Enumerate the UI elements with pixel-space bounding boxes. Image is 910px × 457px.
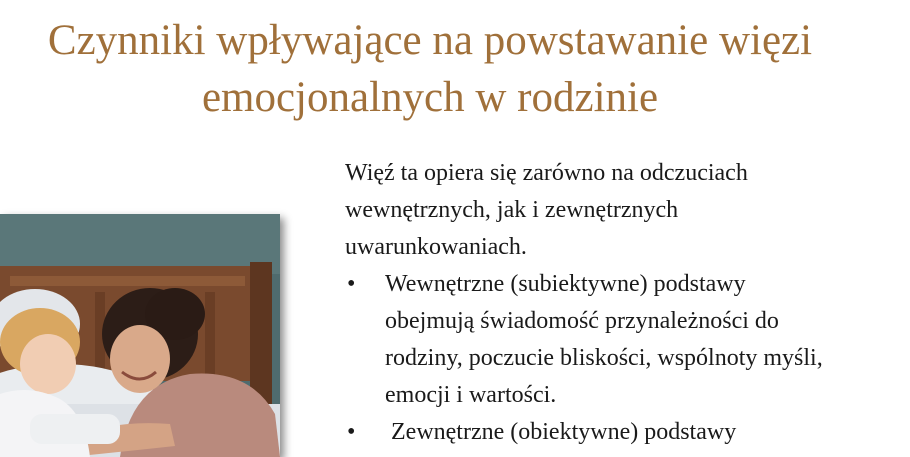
intro-line-1: Więź ta opiera się zarówno na odczuciach (345, 160, 748, 186)
bullet-marker: • (347, 419, 356, 445)
bullet-2-line-1: Zewnętrzne (obiektywne) podstawy (385, 419, 737, 445)
title-line-2: emocjonalnych w rodzinie (201, 74, 659, 121)
bullet-1-line-4: emocji i wartości. (385, 382, 557, 408)
bullet-list (345, 266, 910, 451)
intro-paragraph (345, 155, 885, 266)
bullet-1-line-2: obejmują świadomość przynależności do (385, 308, 779, 334)
intro-line-3: uwarunkowaniach. (345, 234, 527, 260)
bullet-marker: • (347, 271, 356, 297)
bullet-1-line-1: Wewnętrzne (subiektywne) podstawy (385, 271, 746, 297)
title-line-1: Czynniki wpływające na powstawanie więzi (47, 17, 813, 64)
slide-title (0, 12, 880, 126)
mother-child-photo (0, 214, 280, 457)
bullet-item-external (345, 414, 910, 451)
bullet-item-internal (345, 266, 910, 414)
bullet-1-line-3: rodziny, poczucie bliskości, wspólnoty myśli, (385, 345, 823, 371)
intro-line-2: wewnętrznych, jak i zewnętrznych (345, 197, 679, 223)
content-text (345, 155, 910, 451)
